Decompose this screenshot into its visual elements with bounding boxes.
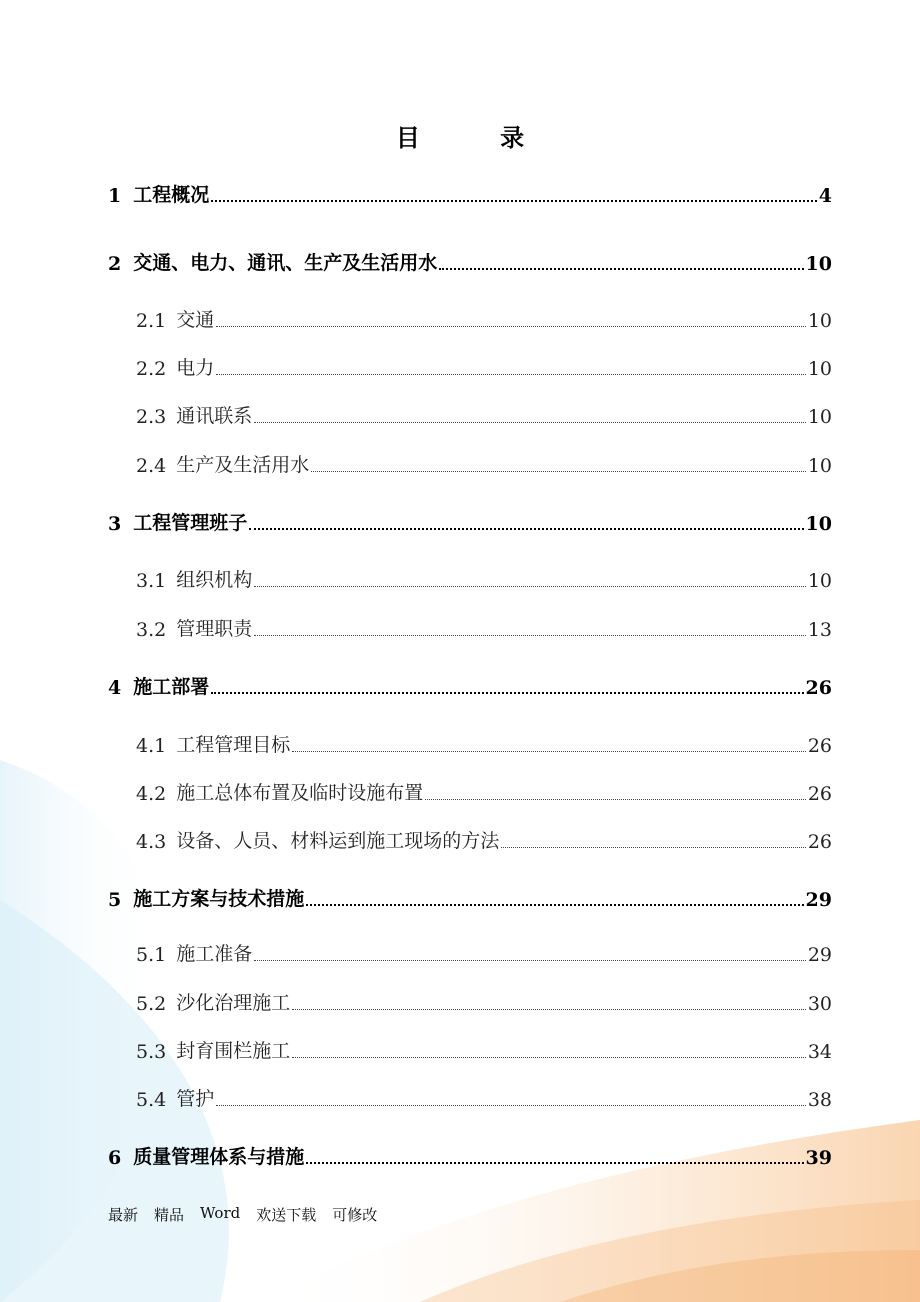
toc-entry-title: 生产及生活用水 xyxy=(176,454,310,476)
toc-entry[interactable] xyxy=(108,248,832,275)
toc-entry-title: 设备、人员、材料运到施工现场的方法 xyxy=(176,830,500,852)
toc-entry[interactable] xyxy=(108,508,832,535)
toc-entry-page-number: 13 xyxy=(807,619,832,641)
toc-entry[interactable] xyxy=(136,730,832,757)
toc-dot-leader xyxy=(216,326,806,327)
toc-entry-title: 施工部署 xyxy=(133,676,210,698)
toc-entry-number: 3.1 xyxy=(136,570,167,592)
toc-entry[interactable] xyxy=(136,401,832,428)
toc-entry-title: 工程管理班子 xyxy=(133,512,248,534)
toc-dot-leader xyxy=(501,847,806,848)
toc-entry[interactable] xyxy=(108,884,832,911)
toc-entry-page-number: 29 xyxy=(807,944,832,966)
toc-entry-number: 3.2 xyxy=(136,619,167,641)
toc-dot-leader xyxy=(306,904,803,906)
toc-entry-title: 电力 xyxy=(176,357,215,379)
toc-dot-leader xyxy=(254,960,806,961)
footer-text: 可修改 xyxy=(332,1206,378,1224)
toc-dot-leader xyxy=(306,1162,803,1164)
toc-entry[interactable] xyxy=(136,939,832,966)
toc-entry-page-number: 10 xyxy=(807,310,832,332)
toc-entry-number: 5.4 xyxy=(136,1089,167,1111)
toc-entry-page-number: 4 xyxy=(818,185,832,207)
toc-entry[interactable] xyxy=(136,778,832,805)
toc-dot-leader xyxy=(292,1057,806,1058)
toc-entry-page-number: 10 xyxy=(807,570,832,592)
toc-dot-leader xyxy=(249,528,803,530)
toc-entry[interactable] xyxy=(108,672,832,699)
toc-entry[interactable] xyxy=(136,1084,832,1111)
toc-entry-title: 管护 xyxy=(176,1088,215,1110)
toc-dot-leader xyxy=(311,471,806,472)
toc-entry-page-number: 26 xyxy=(805,677,832,699)
toc-entry-number: 5.3 xyxy=(136,1041,167,1063)
toc-entry-page-number: 30 xyxy=(807,993,832,1015)
toc-entry[interactable] xyxy=(136,988,832,1015)
toc-entry[interactable] xyxy=(136,353,832,380)
toc-entry-page-number: 10 xyxy=(807,406,832,428)
toc-entry-title: 工程管理目标 xyxy=(176,734,291,756)
toc-entry-page-number: 10 xyxy=(807,358,832,380)
toc-entry-number: 1 xyxy=(108,185,122,207)
toc-entry-page-number: 10 xyxy=(807,455,832,477)
toc-entry-title: 交通 xyxy=(176,309,215,331)
toc-entry-number: 2.1 xyxy=(136,310,167,332)
toc-dot-leader xyxy=(254,422,806,423)
toc-dot-leader xyxy=(292,1009,806,1010)
toc-entry-title: 工程概况 xyxy=(133,184,210,206)
toc-dot-leader xyxy=(254,586,806,587)
toc-entry-page-number: 38 xyxy=(807,1089,832,1111)
toc-entry-page-number: 26 xyxy=(807,783,832,805)
toc-entry-title: 组织机构 xyxy=(176,569,253,591)
toc-entry-page-number: 10 xyxy=(805,513,832,535)
toc-entry-page-number: 26 xyxy=(807,735,832,757)
toc-entry-number: 6 xyxy=(108,1147,122,1169)
toc-dot-leader xyxy=(216,1105,806,1106)
toc-entry-page-number: 34 xyxy=(807,1041,832,1063)
toc-entry[interactable] xyxy=(136,614,832,641)
toc-entry-title: 施工总体布置及临时设施布置 xyxy=(176,782,424,804)
footer-text: 欢送下载 xyxy=(256,1206,317,1224)
toc-entry[interactable] xyxy=(136,826,832,853)
toc-dot-leader xyxy=(292,751,806,752)
toc-dot-leader xyxy=(216,374,806,375)
toc-dot-leader xyxy=(425,799,806,800)
footer-text: 最新 xyxy=(108,1206,139,1224)
toc-entry-number: 5 xyxy=(108,889,122,911)
toc-entry-title: 管理职责 xyxy=(176,618,253,640)
toc-dot-leader xyxy=(254,635,806,636)
toc-entry[interactable] xyxy=(108,180,832,207)
toc-title: 目 录 xyxy=(395,123,561,152)
toc-entry-page-number: 39 xyxy=(805,1147,832,1169)
toc-entry-title: 施工准备 xyxy=(176,943,253,965)
toc-entry[interactable] xyxy=(136,565,832,592)
toc-entry[interactable] xyxy=(108,1142,832,1169)
toc-entry[interactable] xyxy=(136,450,832,477)
toc-dot-leader xyxy=(211,692,803,694)
toc-entry-title: 交通、电力、通讯、生产及生活用水 xyxy=(133,252,438,274)
toc-entry-page-number: 29 xyxy=(805,889,832,911)
toc-entry-number: 4 xyxy=(108,677,122,699)
toc-entry[interactable] xyxy=(136,305,832,332)
toc-entry-title: 封育围栏施工 xyxy=(176,1040,291,1062)
toc-entry-title: 施工方案与技术措施 xyxy=(133,888,305,910)
toc-entry-page-number: 10 xyxy=(805,253,832,275)
toc-entry-number: 2.3 xyxy=(136,406,167,428)
footer-text: 精品 xyxy=(154,1206,185,1224)
toc-entry[interactable] xyxy=(136,1036,832,1063)
toc-entry-number: 2.2 xyxy=(136,358,167,380)
toc-entry-number: 4.2 xyxy=(136,783,167,805)
toc-dot-leader xyxy=(211,200,817,202)
toc-entry-title: 通讯联系 xyxy=(176,405,253,427)
footer xyxy=(108,1204,377,1225)
toc-entry-title: 沙化治理施工 xyxy=(176,992,291,1014)
toc-entry-number: 5.1 xyxy=(136,944,167,966)
toc-entry-title: 质量管理体系与措施 xyxy=(133,1146,305,1168)
toc-entry-number: 3 xyxy=(108,513,122,535)
toc-entry-number: 2.4 xyxy=(136,455,167,477)
toc-dot-leader xyxy=(439,268,803,270)
toc-entry-number: 5.2 xyxy=(136,993,167,1015)
toc-entry-number: 4.1 xyxy=(136,735,167,757)
footer-text: Word xyxy=(200,1204,241,1222)
toc-entry-number: 2 xyxy=(108,253,122,275)
toc-entry-number: 4.3 xyxy=(136,831,167,853)
toc-entry-page-number: 26 xyxy=(807,831,832,853)
